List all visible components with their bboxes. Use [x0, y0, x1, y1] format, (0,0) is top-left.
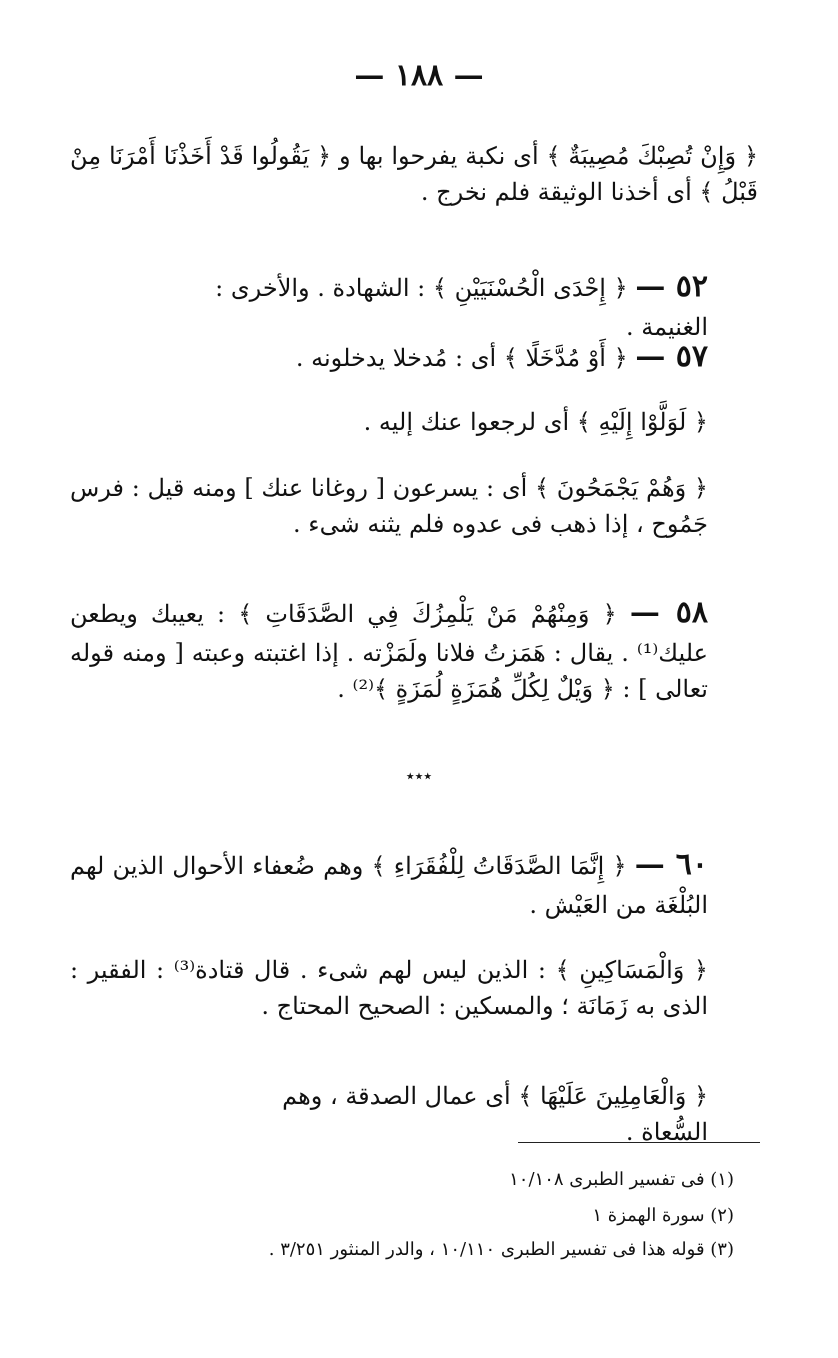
footnote-divider: [518, 1142, 760, 1143]
paragraph-verse-60: [70, 842, 708, 923]
section-separator: ٭٭٭: [405, 766, 433, 785]
verse-commentary: ﴿ أَوْ مُدَّخَلًا ﴾ أى : مُدخلا يدخلونه .: [295, 344, 628, 372]
verse-number: ٦٠ —: [634, 847, 708, 882]
verse-number: ٥٧ —: [635, 339, 708, 374]
page-number: — ١٨٨ —: [354, 58, 484, 93]
paragraph-yajmahun: ﴿ وَهُمْ يَجْمَحُونَ ﴾ أى : يسرعون [ روغانا عنك ] ومنه قيل : فرس جَمُوح ، إذا ذهب فى عدوه فلم يثنه شىء .: [70, 474, 708, 538]
paragraph-lawallaw: ﴿ لَوَلَّوْا إِلَيْهِ ﴾ أى لرجعوا عنك إليه .: [363, 408, 708, 436]
verse-number: ٥٨ —: [629, 595, 708, 630]
footnote-3: (٣) قوله هذا فى تفسير الطبرى ١٠/١١٠ ، والدر المنثور ٣/٢٥١ .: [268, 1239, 734, 1260]
verse-commentary: ﴿ وَمِنْهُمْ مَنْ يَلْمِزُكَ فِي الصَّدَقَاتِ ﴾ : يعيبك ويطعن عليك⁽¹⁾ . يقال : هَمَزتُ فلانا ولَمَزْته . إذا اغتبته وعبته [ ومنه قوله تعالى ] : ﴿ وَيْلٌ لِكُلِّ هُمَزَةٍ لُمَزَةٍ ﴾⁽²⁾ .: [70, 600, 708, 703]
footnote-1: (١) فى تفسير الطبرى ١٠/١٠٨: [509, 1169, 734, 1190]
paragraph-verse-58: [70, 590, 708, 707]
verse-commentary: ﴿ إِحْدَى الْحُسْنَيَيْنِ ﴾ : الشهادة . والأخرى : الغنيمة .: [215, 274, 708, 341]
paragraph-verse-57: [250, 334, 708, 379]
footnote-2: (٢) سورة الهمزة ١: [592, 1205, 734, 1226]
paragraph-verse-49: ﴿ وَإِنْ تُصِبْكَ مُصِيبَةٌ ﴾ أى نكبة يفرحوا بها و ﴿ يَقُولُوا قَدْ أَخَذْنَا أَمْرَنَا مِنْ قَبْلُ ﴾ أى أخذنا الوثيقة فلم نخرج .: [70, 142, 758, 206]
paragraph-verse-52: [150, 264, 708, 345]
paragraph-masakin: ﴿ وَالْمَسَاكِينِ ﴾ : الذين ليس لهم شىء . قال قتادة⁽³⁾ : الفقير : الذى به زَمَانَة ؛ والمسكين : الصحيح المحتاج .: [70, 956, 708, 1020]
verse-commentary: ﴿ إِنَّمَا الصَّدَقَاتُ لِلْفُقَرَاءِ ﴾ وهم ضُعفاء الأحوال الذين لهم البُلْغَة من العَيْش .: [70, 852, 708, 919]
paragraph-amilin: ﴿ وَالْعَامِلِينَ عَلَيْهَا ﴾ أى عمال الصدقة ، وهم السُّعاة .: [282, 1082, 708, 1146]
verse-number: ٥٢ —: [635, 269, 708, 304]
